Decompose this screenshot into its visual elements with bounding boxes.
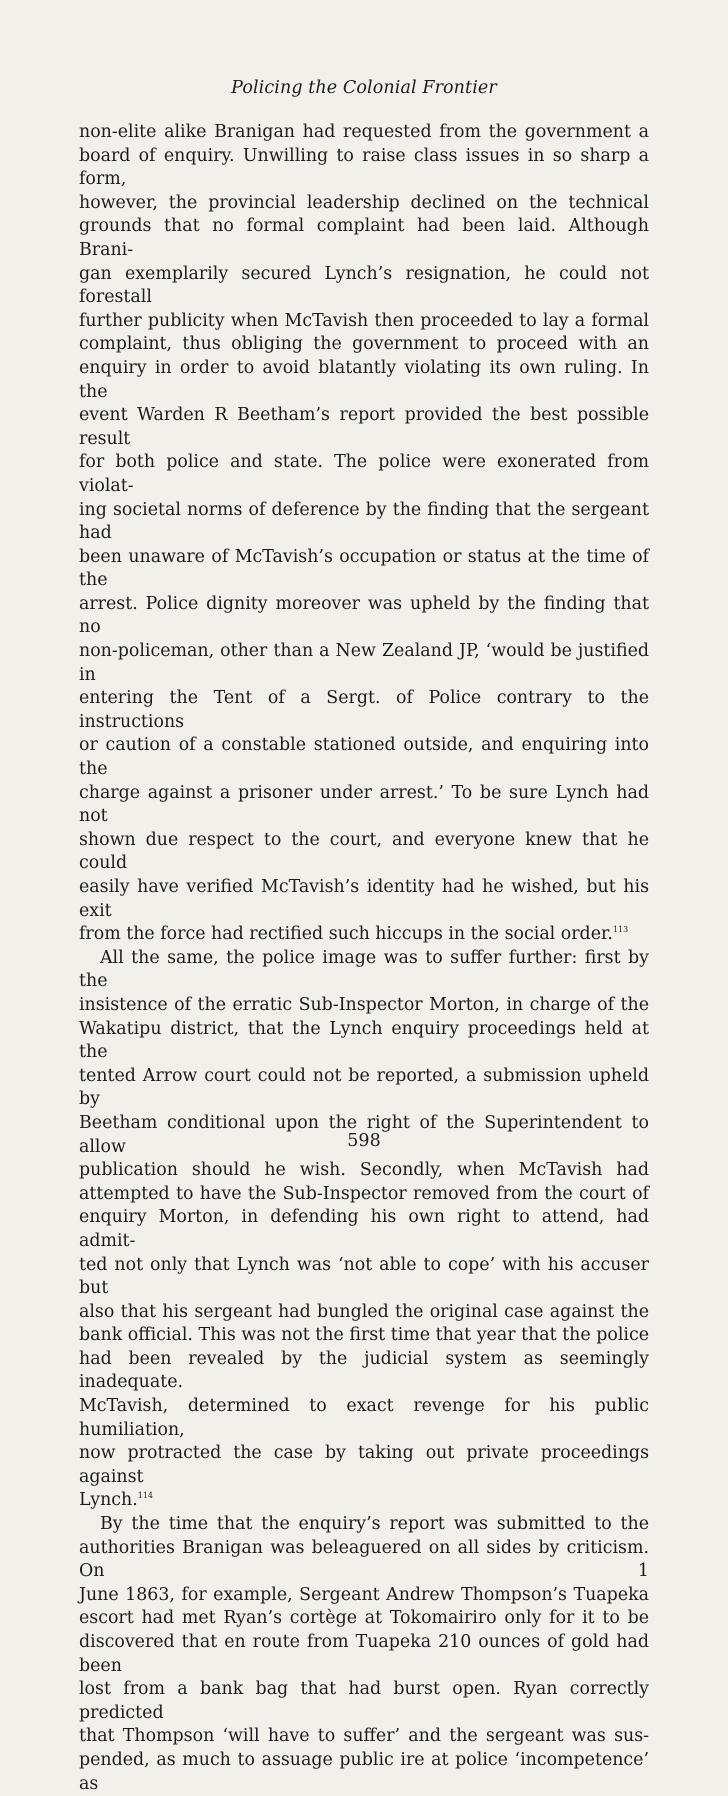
text-line: also that his sergeant had bungled the original case against the <box>79 1301 649 1322</box>
page-number: 598 <box>347 1131 381 1151</box>
text-line: Wakatipu district, that the Lynch enquiry proceedings held at the <box>79 1018 649 1063</box>
text-line: bank official. This was not the first time that year that the police <box>79 1325 649 1346</box>
text-line: now protracted the case by taking out private proceedings against <box>79 1443 649 1487</box>
text-line: ing societal norms of deference by the finding that the sergeant had <box>79 499 649 544</box>
text-line: non-policeman, other than a New Zealand JP, ‘would be justified in <box>79 641 649 685</box>
text-line: publication should he wish. Secondly, when McTavish had <box>79 1160 649 1181</box>
text-line: All the same, the police image was to suffer further: first by the <box>79 947 649 992</box>
text-line: entering the Tent of a Sergt. of Police contrary to the instructions <box>79 688 649 732</box>
text-line: however, the provincial leadership declined on the technical <box>79 192 649 213</box>
text-line: that Thompson ‘will have to suffer’ and the sergeant was sus- <box>79 1726 649 1747</box>
text-line: discovered that en route from Tuapeka 210 ounces of gold had been <box>79 1632 649 1676</box>
text-line: ted not only that Lynch was ‘not able to cope’ with his accuser but <box>79 1254 649 1299</box>
running-head: Policing the Colonial Frontier <box>231 78 497 98</box>
text-line: been unaware of McTavish’s occupation or status at the time of the <box>79 546 649 591</box>
text-line: June 1863, for example, Sergeant Andrew Thompson’s Tuapeka <box>79 1584 649 1605</box>
text-line: Lynch. <box>79 1490 138 1511</box>
text-line: from the force had rectified such hiccups in the social order. <box>79 924 613 945</box>
text-line: lost from a bank bag that had burst open. Ryan correctly predicted <box>79 1679 649 1723</box>
text-line-with-note <box>79 923 649 947</box>
text-line: for both police and state. The police were exonerated from violat- <box>79 452 649 496</box>
text-line: escort had met Ryan’s cortège at Tokomairiro only for it to be <box>79 1608 649 1629</box>
text-line: pended, as much to assuage public ire at police ‘incompetence’ as <box>79 1749 649 1794</box>
text-line: easily have verified McTavish’s identity had he wished, but his exit <box>79 877 649 921</box>
text-line: enquiry in order to avoid blatantly violating its own ruling. In the <box>79 357 649 402</box>
text-line: event Warden R Beetham’s report provided the best possible result <box>79 405 649 449</box>
text-line: enquiry Morton, in defending his own right to attend, had admit- <box>79 1207 649 1251</box>
text-line: gan exemplarily secured Lynch’s resignation, he could not forestall <box>79 263 649 308</box>
text-line: insistence of the erratic Sub-Inspector Morton, in charge of the <box>79 994 649 1015</box>
text-line: further publicity when McTavish then proceeded to lay a formal <box>79 310 649 331</box>
footnote-ref: 114 <box>137 1491 154 1501</box>
text-line: or caution of a constable stationed outside, and enquiring into the <box>79 735 649 780</box>
text-line: grounds that no formal complaint had been laid. Although Brani- <box>79 216 649 260</box>
text-line: complaint, thus obliging the government to proceed with an <box>79 334 649 355</box>
text-line: arrest. Police dignity moreover was upheld by the finding that no <box>79 593 649 638</box>
text-line: charge against a prisoner under arrest.’ To be sure Lynch had not <box>79 782 649 827</box>
text-line: McTavish, determined to exact revenge for his public humiliation, <box>79 1396 649 1440</box>
text-line: Beetham conditional upon the right of the Superintendent to allow <box>79 1112 649 1157</box>
footnote-ref: 113 <box>612 925 629 935</box>
text-line: authorities Branigan was beleaguered on all sides by criticism. On 1 <box>79 1537 649 1582</box>
text-line: had been revealed by the judicial system as seemingly inadequate. <box>79 1348 649 1393</box>
text-line: shown due respect to the court, and everyone knew that he could <box>79 829 649 874</box>
text-line: non-elite alike Branigan had requested from the government a <box>79 122 649 142</box>
text-line: attempted to have the Sub-Inspector removed from the court of <box>79 1183 649 1204</box>
text-line: tented Arrow court could not be reported, a submission upheld by <box>79 1065 649 1110</box>
text-line: board of enquiry. Unwilling to raise class issues in so sharp a form, <box>79 145 649 190</box>
body-text <box>79 121 649 1796</box>
text-line-with-note <box>79 1489 649 1513</box>
text-line: By the time that the enquiry’s report was submitted to the <box>100 1514 649 1535</box>
